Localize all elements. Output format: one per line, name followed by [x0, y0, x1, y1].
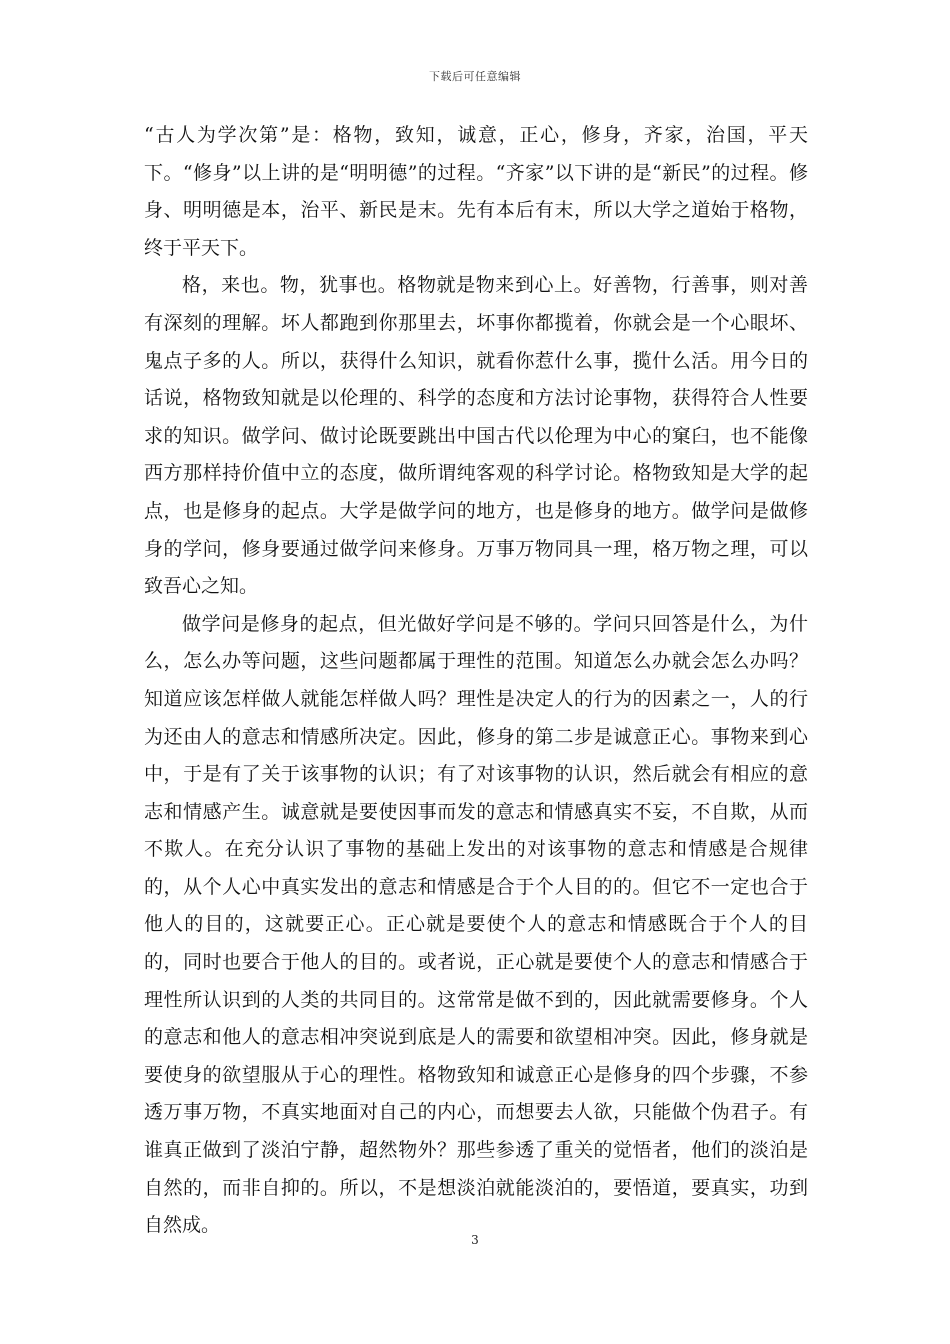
page-header: 下载后可任意编辑 [429, 70, 521, 83]
paragraph-2: 格，来也。物，犹事也。格物就是物来到心上。好善物，行善事，则对善有深刻的理解。坏人都跑到你那里去，坏事你都揽着，你就会是一个心眼坏、鬼点子多的人。所以，获得什么知识，就看你惹什么事，揽什么活。用今日的话说，格物致知就是以伦理的、科学的态度和方法讨论事物，获得符合人性要求的知识。做学问、做讨论既要跳出中国古代以伦理为中心的窠臼，也不能像西方那样持价值中立的态度，做所谓纯客观的科学讨论。格物致知是大学的起点，也是修身的起点。大学是做学问的地方，也是修身的地方。做学问是做修身的学问，修身要通过做学问来修身。万事万物同具一理，格万物之理，可以致吾心之知。 [144, 274, 808, 598]
paragraph-1: “古人为学次第”是：格物，致知，诚意，正心，修身，齐家，治国，平天下。“修身”以上讲的是“明明德”的过程。“齐家”以下讲的是“新民”的过程。修身、明明德是本，治平、新民是末。先有本后有末，所以大学之道始于格物，终于平天下。 [144, 124, 808, 259]
document-body [144, 117, 808, 1245]
page-number: 3 [471, 1233, 479, 1247]
paragraph-3: 做学问是修身的起点，但光做好学问是不够的。学问只回答是什么，为什么，怎么办等问题，这些问题都属于理性的范围。知道怎么办就会怎么办吗？知道应该怎样做人就能怎样做人吗？理性是决定人的行为的因素之一，人的行为还由人的意志和情感所决定。因此，修身的第二步是诚意正心。事物来到心中，于是有了关于该事物的认识；有了对该事物的认识，然后就会有相应的意志和情感产生。诚意就是要使因事而发的意志和情感真实不妄，不自欺，从而不欺人。在充分认识了事物的基础上发出的对该事物的意志和情感是合规律的，从个人心中真实发出的意志和情感是合于个人目的的。但它不一定也合于他人的目的，这就要正心。正心就是要使个人的意志和情感既合于个人的目的，同时也要合于他人的目的。或者说，正心就是要使个人的意志和情感合于理性所认识到的人类的共同目的。这常常是做不到的，因此就需要修身。个人的意志和他人的意志相冲突说到底是人的需要和欲望相冲突。因此，修身就是要使身的欲望服从于心的理性。格物致知和诚意正心是修身的四个步骤，不参透万事万物，不真实地面对自己的内心，而想要去人欲，只能做个伪君子。有谁真正做到了淡泊宁静，超然物外？那些参透了重关的觉悟者，他们的淡泊是自然的，而非自抑的。所以，不是想淡泊就能淡泊的，要悟道，要真实，功到自然成。 [144, 612, 808, 1237]
